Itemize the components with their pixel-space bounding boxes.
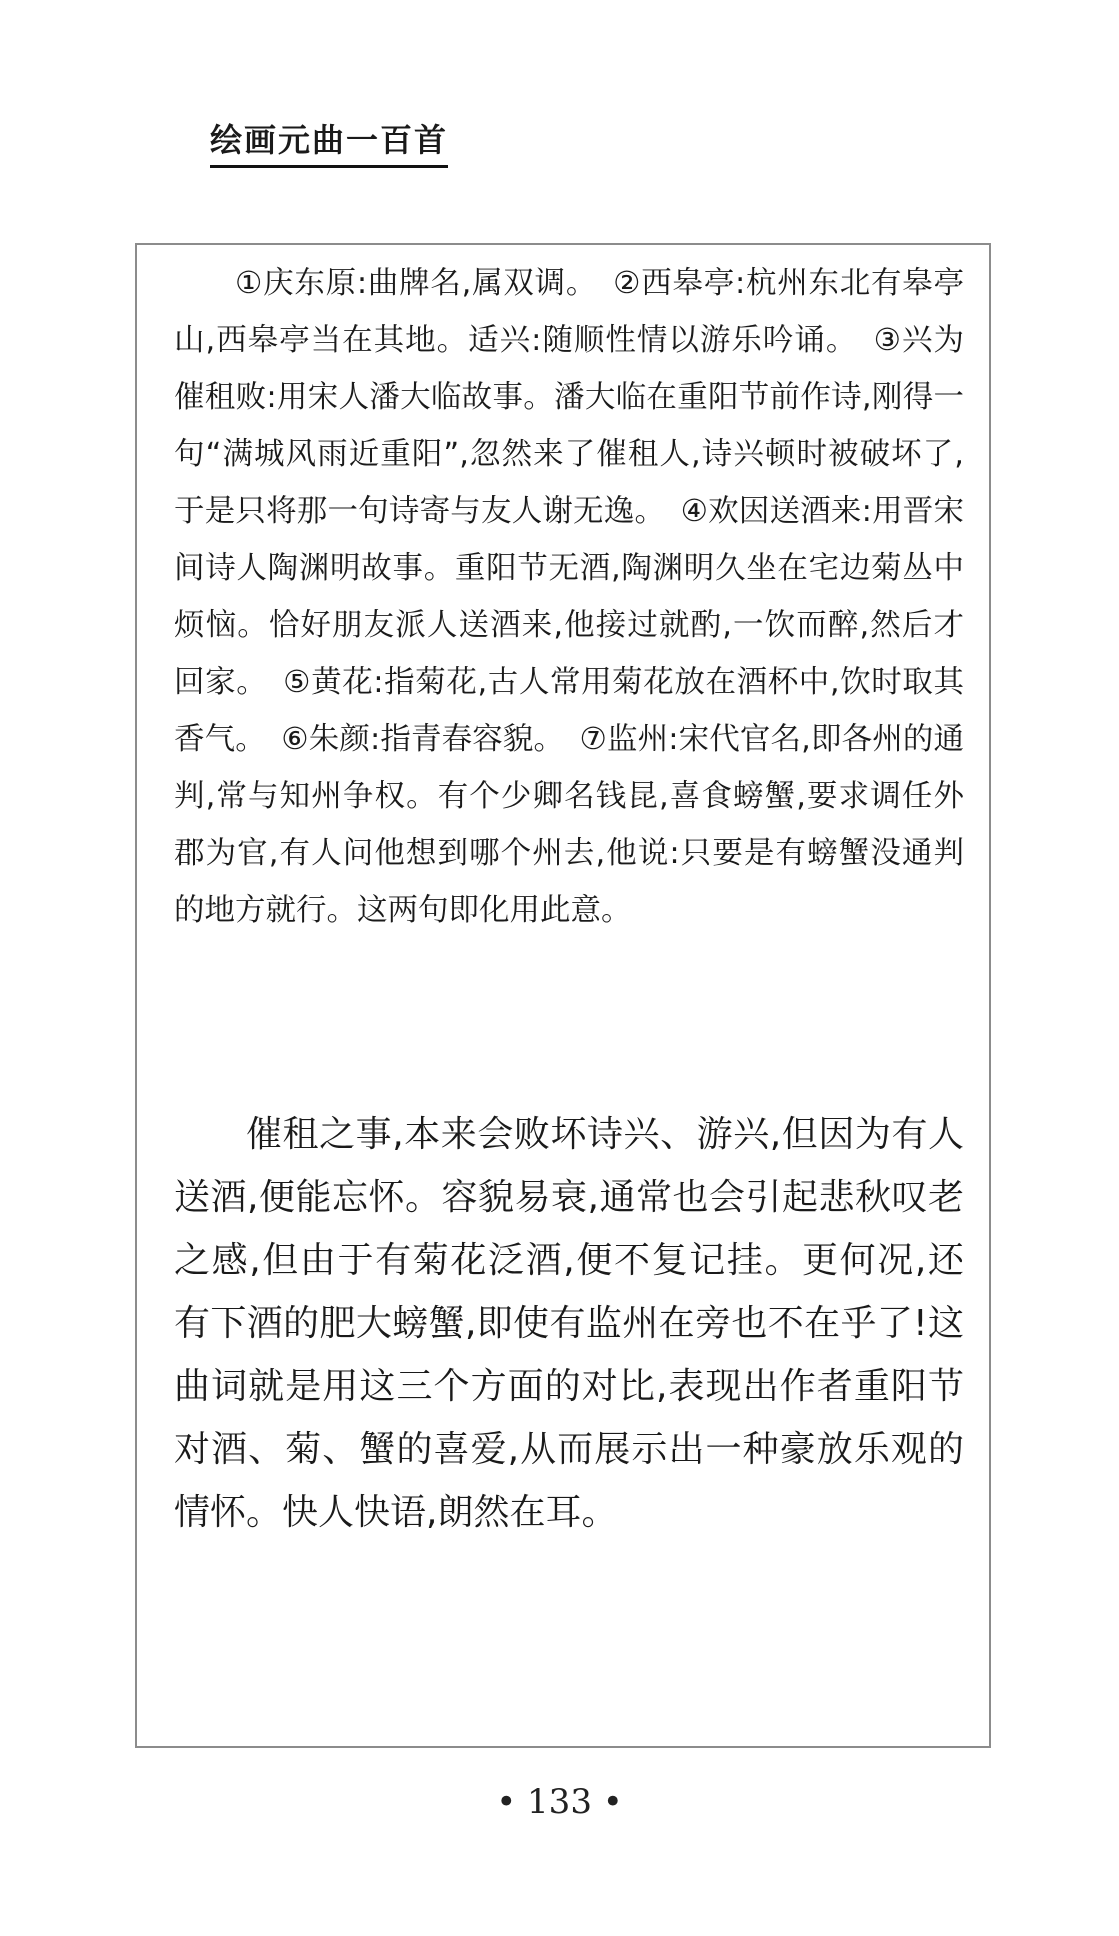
annotation-notes: ①庆东原:曲牌名,属双调。 ②西皋亭:杭州东北有皋亭山,西皋亭当在其地。适兴:随顺性情以游乐吟诵。 ③兴为催租败:用宋人潘大临故事。潘大临在重阳节前作诗,刚得一句“满城风雨近重阳”,忽然来了催租人,诗兴顿时被破坏了,于是只将那一句诗寄与友人谢无逸。 ④欢因送酒来:用晋宋间诗人陶渊明故事。重阳节无酒,陶渊明久坐在宅边菊丛中烦恼。恰好朋友派人送酒来,他接过就酌,一饮而醉,然后才回家。 ⑤黄花:指菊花,古人常用菊花放在酒杯中,饮时取其香气。 ⑥朱颜:指青春容貌。 ⑦监州:宋代官名,即各州的通判,常与知州争权。有个少卿名钱昆,喜食螃蟹,要求调任外郡为官,有人问他想到哪个州去,他说:只要是有螃蟹没通判的地方就行。这两句即化用此意。 [174, 266, 964, 928]
book-title: 绘画元曲一百首 [210, 115, 448, 168]
page-number: • 133 • [496, 1782, 623, 1822]
commentary-paragraph: 催租之事,本来会败坏诗兴、游兴,但因为有人送酒,便能忘怀。容貌易衰,通常也会引起悲秋叹老之感,但由于有菊花泛酒,便不复记挂。更何况,还有下酒的肥大螃蟹,即使有监州在旁也不在乎了!这曲词就是用这三个方面的对比,表现出作者重阳节对酒、菊、蟹的喜爱,从而展示出一种豪放乐观的情怀。快人快语,朗然在耳。 [174, 1114, 964, 1533]
content-frame [135, 243, 991, 1748]
